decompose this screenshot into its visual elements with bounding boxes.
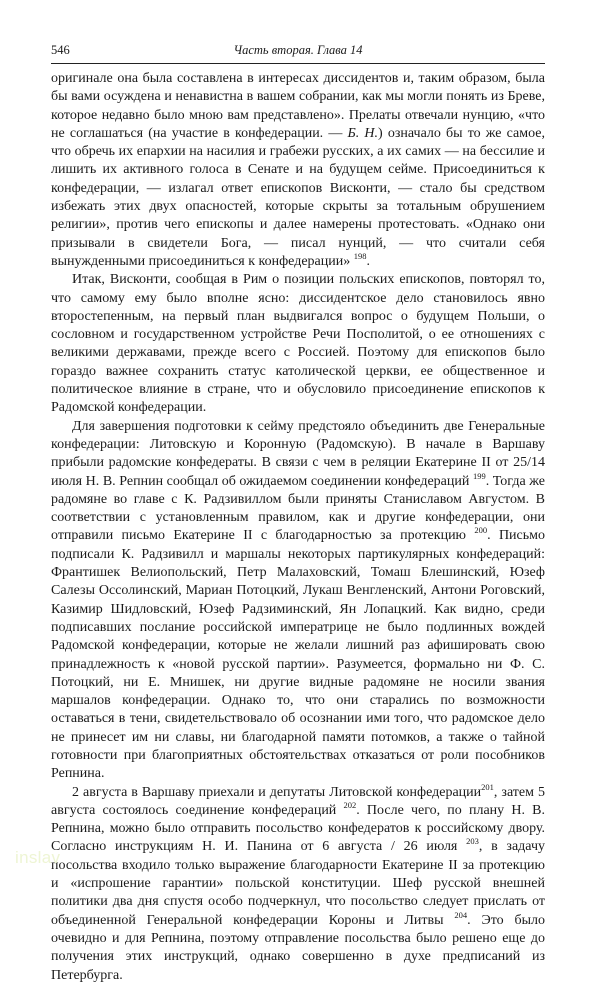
page-number: 546	[51, 43, 70, 57]
footnote-ref: 199	[472, 470, 486, 481]
running-title: Часть вторая. Глава 14	[233, 43, 363, 57]
text-run: , в задачу посольства входило только выражение благодарности Екатерине II за протекцию и «испрошение гарантии» польской конституции. Шеф русской внешней политики два дня спустя особо подчеркнул, что посольство следует прислать от объединенной Генеральной конфедерации Короны и Литвы	[51, 839, 545, 928]
footnote-ref: 201	[481, 781, 494, 792]
text-run: . Это было очевидно и для Репнина, поэтому отправление посольства было решено еще до получения этих инструкций, однако совершенно в духе предписаний из Петербурга.	[51, 912, 545, 983]
text-run: Итак, Висконти, сообщая в Рим о позиции польских епископов, повторял то, что самому ему было вполне ясно: диссидентское дело становилось явно второстепенным, на первый план выдвигался вопрос о будущем Польши, о сословном и государственном устройстве Речи Посполитой, о ее отношениях с великими державами, прежде всего с Россией. Поэтому для епископов было гораздо важнее сохранить статус католической церкви, ее общественное и политическое влияние в стране, что и обусловило присоединение епископов к Радомской конфедерации.	[51, 272, 545, 416]
text-run: оригинале она была составлена в интересах диссидентов и, таким образом, была бы вами осуждена и ненавистна в вашем собрании, как мы могли понять из Бреве, которое недавно было мною вам представлено». Прелаты отвечали нунцию, «что не соглашаться (на участие в конфедерации. —	[51, 71, 545, 141]
text-run: . После чего, по плану Н. В. Репнина, можно было отправить посольство конфедератов к российскому двору. Согласно инструкциям Н. И. Панина от 6 августа / 26 июля	[51, 802, 545, 855]
watermark: inslav	[15, 848, 61, 867]
footnote-ref: 204	[454, 909, 468, 920]
text-run: Для завершения подготовки к сейму предстояло объединить две Генеральные конфедерации: Литовскую и Коронную (Радомскую). В начале в Варшаву прибыли радомские конфедераты. В связи с чем в реляции Екатерине II от 25/14 июля Н. В. Репнин сообщал об ожидаемом соединении конфедераций	[51, 418, 545, 489]
text-run: . Тогда же радомяне во главе с К. Радзивиллом были приняты Станиславом Августом. В соответствии с установленным правилом, как и другие конфедерации, они отправили письмо Екатерине II с благодарностью за протекцию	[51, 473, 545, 544]
paragraph	[51, 271, 545, 417]
paragraph	[51, 418, 545, 784]
text-run: , затем 5 августа состоялось соединение конфедераций	[51, 784, 545, 818]
footnote-ref: 198	[353, 250, 367, 261]
body-text	[51, 70, 545, 985]
footnote-ref: 200	[474, 525, 488, 536]
paragraph	[51, 70, 545, 271]
text-run: 2 августа в Варшаву приехали и депутаты Литовской конфедерации	[72, 784, 482, 800]
footnote-ref: 203	[466, 836, 479, 847]
text-run: .	[366, 253, 370, 269]
paragraph	[51, 781, 545, 985]
author-initials: Б. Н.	[347, 125, 379, 141]
header-rule	[51, 63, 545, 64]
text-run: . Письмо подписали К. Радзивилл и маршалы некоторых партикулярных конфедераций: Франтишек Велиопольский, Петр Малаховский, Томаш Блешинский, Юзеф Салезы Оссолинский, Мариан Потоцкий, Лукаш Венгленский, Антони Роговский, Казимир Шидловский, Юзеф Радзиминский, Ян Лопацкий. Как видно, среди подписавших послание российской императрице не было подлинных вождей Радомской конфедерации, которые не желали лишний раз афишировать свою принадлежность к «новой русской партии». Разумеется, формально ни Ф. С. Потоцкий, ни Е. Мнишек, ни другие видные радомяне не носили звания маршалов конфедерации. Однако то, что они старались по возможности оставаться в тени, свидетельствовало об осознании ими того, что радомское дело не принесет им ни славы, ни благодарной памяти потомков, а также о тайной готовности при благоприятных обстоятельствах отказаться от роли пособников Репнина.	[51, 528, 546, 782]
text-run: ) означало бы то же самое, что обречь их епархии на насилия и грабежи русских, а их самих — на бессилие и лишить их активного голоса в Сенате и на будущем сейме. Присоединиться к конфедерации, — излагал ответ епископов Висконти, — стало бы средством избежать этих двух опасностей, которые скрыты за тотальным обрушением религии», против чего епископы и далее намерены протестовать. «Однако они призывали в свидетели Бога, — писал нунций, — что считали себя вынужденными присоединиться к конфедерации»	[51, 125, 546, 269]
page-header	[51, 43, 545, 63]
footnote-ref: 202	[343, 799, 357, 810]
